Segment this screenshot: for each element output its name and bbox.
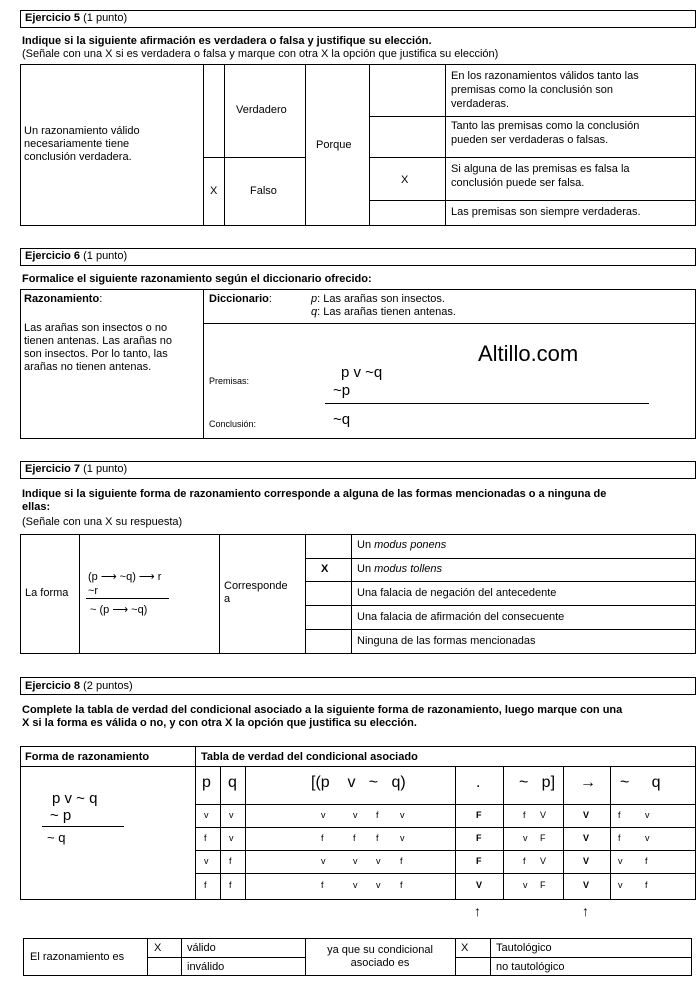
ex8-forma-2: ~ p — [50, 807, 72, 824]
ex8-head-arrow: → — [580, 774, 596, 791]
ex8-instruction-1: Complete la tabla de verdad del condicional asociado a la siguiente forma de razonamiento, luego marque con una — [22, 704, 623, 716]
ex5-option-4-line1: Las premisas son siempre verdaderas. — [451, 206, 641, 218]
ex8-r4-h: f — [645, 880, 648, 890]
ex6-conclusion-label: Conclusión: — [209, 419, 257, 429]
ex6-premise-1: p v ~q — [341, 364, 383, 381]
ex8-r2-h: v — [645, 833, 650, 843]
ex8-r3-b: v — [353, 856, 358, 866]
ex8-r2-arr[interactable]: V — [583, 833, 590, 843]
ex8-r1-q: v — [229, 810, 234, 820]
ex7-option-4: Una falacia de afirmación del consecuente — [357, 611, 565, 623]
ex8-r1-b: v — [353, 810, 358, 820]
ex8-r2-e: v — [523, 833, 528, 843]
ex8-r4-arr[interactable]: V — [583, 880, 590, 890]
ex8-head-p: p — [202, 774, 211, 791]
ex8-r3-f: V — [540, 856, 547, 866]
ex5-statement-1: Un razonamiento válido — [24, 125, 140, 137]
ex6-dict-q: q: Las arañas tienen antenas. — [311, 306, 456, 318]
ex8-title: Ejercicio 8 (2 puntos) — [25, 680, 133, 692]
ex8-head-q: q — [228, 774, 237, 791]
ex8-ya-que-2: asociado es — [350, 957, 410, 969]
ex8-r2-b: f — [353, 833, 356, 843]
ex8-r3-arr[interactable]: V — [583, 856, 590, 866]
ex8-r2-f: F — [540, 833, 546, 843]
ex5-verdadero-label: Verdadero — [236, 104, 287, 116]
ex5-statement-2: necesariamente tiene — [24, 138, 130, 150]
ex8-r4-f: F — [540, 880, 546, 890]
ex8-invalido: inválido — [187, 961, 225, 973]
ex8-r1-g: f — [618, 810, 621, 820]
ex6-premisas-label: Premisas: — [209, 376, 250, 386]
ex8-notaut: no tautológico — [496, 961, 565, 973]
ex7-corresponde-2: a — [224, 593, 231, 605]
ex6-dict-p: p: Las arañas son insectos. — [311, 293, 445, 305]
ex8-r1-d: v — [400, 810, 405, 820]
ex7-instruction-1: Indique si la siguiente forma de razonamiento corresponde a alguna de las formas mencionadas o a ninguna de — [22, 488, 607, 500]
ex8-r1-f: V — [540, 810, 547, 820]
ex8-valido-mark[interactable]: X — [154, 942, 162, 954]
ex6-inference-line — [325, 403, 649, 404]
ex5-option-1-line1: En los razonamientos válidos tanto las — [451, 70, 639, 82]
ex8-ya-que-1: ya que su condicional — [327, 944, 433, 956]
ex6-premise-2: ~p — [333, 382, 351, 399]
ex5-option-mark-3[interactable]: X — [401, 174, 409, 186]
ex8-r4-b: v — [353, 880, 358, 890]
ex7-formula-3: ~ (p ⟶ ~q) — [90, 604, 148, 616]
ex7-sub: (Señale con una X su respuesta) — [22, 516, 183, 528]
ex8-r3-c: v — [376, 856, 381, 866]
ex6-diccionario-label: Diccionario: — [209, 293, 272, 305]
ex8-r2-c: f — [376, 833, 379, 843]
ex8-r1-arr[interactable]: V — [583, 810, 590, 820]
ex8-result-label: El razonamiento es — [30, 951, 125, 963]
ex5-option-1-line3: verdaderas. — [451, 98, 510, 110]
ex8-r4-g: v — [618, 880, 623, 890]
ex8-r3-q: f — [229, 856, 232, 866]
ex8-r4-e: v — [523, 880, 528, 890]
ex8-r1-c: f — [376, 810, 379, 820]
ex8-r4-c: v — [376, 880, 381, 890]
ex7-option-1: Un modus ponens — [357, 539, 447, 551]
ex6-razonamiento-2: tienen antenas. Las arañas no — [24, 335, 173, 347]
ex7-option-mark-2[interactable]: X — [321, 563, 329, 575]
watermark: Altillo.com — [478, 341, 579, 366]
ex7-title: Ejercicio 7 (1 punto) — [25, 463, 128, 475]
ex8-forma-3: ~ q — [47, 830, 66, 845]
ex6-conclusion: ~q — [333, 411, 351, 428]
ex8-r1-h: v — [645, 810, 650, 820]
ex7-option-5: Ninguna de las formas mencionadas — [357, 635, 536, 647]
ex5-option-1-line2: premisas como la conclusión son — [451, 84, 614, 96]
ex8-head-nq: ~ q — [620, 774, 661, 791]
ex8-r1-p: v — [204, 810, 209, 820]
ex8-r3-p: v — [204, 856, 209, 866]
ex8-r3-g: v — [618, 856, 623, 866]
ex5-option-2-line2: pueden ser verdaderas o falsas. — [451, 134, 609, 146]
ex8-r1-a: v — [321, 810, 326, 820]
ex8-forma-header: Forma de razonamiento — [25, 751, 150, 763]
ex8-r2-dot[interactable]: F — [476, 833, 482, 843]
ex8-tabla-header: Tabla de verdad del condicional asociado — [201, 751, 418, 763]
ex8-head-np: ~ p] — [519, 774, 556, 791]
ex8-r3-e: f — [523, 856, 526, 866]
ex8-taut: Tautológico — [496, 942, 552, 954]
ex8-head-expr: [(p v ~ q) — [311, 774, 406, 791]
ex8-r3-h: f — [645, 856, 648, 866]
ex8-r2-p: f — [204, 833, 207, 843]
ex5-statement-3: conclusión verdadera. — [24, 151, 132, 163]
ex7-formula-2: ~r — [88, 585, 99, 597]
ex6-razonamiento-3: son insectos. Por lo tanto, las — [24, 348, 168, 360]
ex8-r1-dot[interactable]: F — [476, 810, 482, 820]
ex8-r4-q: f — [229, 880, 232, 890]
ex8-r2-d: v — [400, 833, 405, 843]
ex8-head-dot: . — [476, 774, 481, 791]
ex8-r3-a: v — [321, 856, 326, 866]
ex5-subinstruction: (Señale con una X si es verdadera o falsa y marque con otra X la opción que justifica su elección) — [22, 48, 499, 60]
ex6-razonamiento-1: Las arañas son insectos o no — [24, 322, 168, 334]
ex8-table — [20, 746, 696, 900]
ex8-up-arrow-main: ↑ — [582, 903, 589, 919]
ex5-instruction: Indique si la siguiente afirmación es verdadera o falsa y justifique su elección. — [22, 35, 432, 47]
ex6-instruction: Formalice el siguiente razonamiento según el diccionario ofrecido: — [22, 273, 372, 285]
ex8-r2-g: f — [618, 833, 621, 843]
ex5-title: Ejercicio 5 (1 punto) — [25, 12, 128, 24]
ex7-option-3: Una falacia de negación del antecedente — [357, 587, 557, 599]
ex8-valido: válido — [187, 942, 216, 954]
ex7-corresponde-1: Corresponde — [224, 580, 288, 592]
ex6-razonamiento-4: arañas no tienen antenas. — [24, 361, 152, 373]
ex5-option-2-line1: Tanto las premisas como la conclusión — [451, 120, 640, 132]
ex5-option-3-line1: Si alguna de las premisas es falsa la — [451, 163, 630, 175]
ex8-r2-q: v — [229, 833, 234, 843]
ex8-r3-dot[interactable]: F — [476, 856, 482, 866]
ex5-falso-mark[interactable]: X — [210, 185, 218, 197]
ex8-r3-d: f — [400, 856, 403, 866]
ex8-r4-a: f — [321, 880, 324, 890]
ex6-razonamiento-label: Razonamiento: — [24, 293, 103, 305]
ex7-instruction-2: ellas: — [22, 501, 51, 513]
ex8-r1-e: f — [523, 810, 526, 820]
ex8-instruction-2: X si la forma es válida o no, y con otra X la opción que justifica su elección. — [22, 717, 417, 729]
ex7-option-2: Un modus tollens — [357, 563, 442, 575]
ex8-forma-1: p v ~ q — [52, 790, 98, 807]
ex8-r4-d: f — [400, 880, 403, 890]
ex8-taut-mark[interactable]: X — [461, 942, 469, 954]
ex8-inference-line — [42, 826, 124, 827]
ex8-r2-a: f — [321, 833, 324, 843]
ex7-la-forma: La forma — [25, 587, 69, 599]
ex5-falso-label: Falso — [250, 185, 277, 197]
ex8-r4-dot[interactable]: V — [476, 880, 483, 890]
ex7-inference-line — [86, 598, 169, 599]
ex8-up-arrow-dot: ↑ — [474, 903, 481, 919]
ex8-r4-p: f — [204, 880, 207, 890]
ex6-title: Ejercicio 6 (1 punto) — [25, 250, 128, 262]
ex5-option-3-line2: conclusión puede ser falsa. — [451, 177, 585, 189]
ex5-porque-label: Porque — [316, 139, 352, 151]
ex7-formula-1: (p ⟶ ~q) ⟶ r — [88, 571, 162, 583]
